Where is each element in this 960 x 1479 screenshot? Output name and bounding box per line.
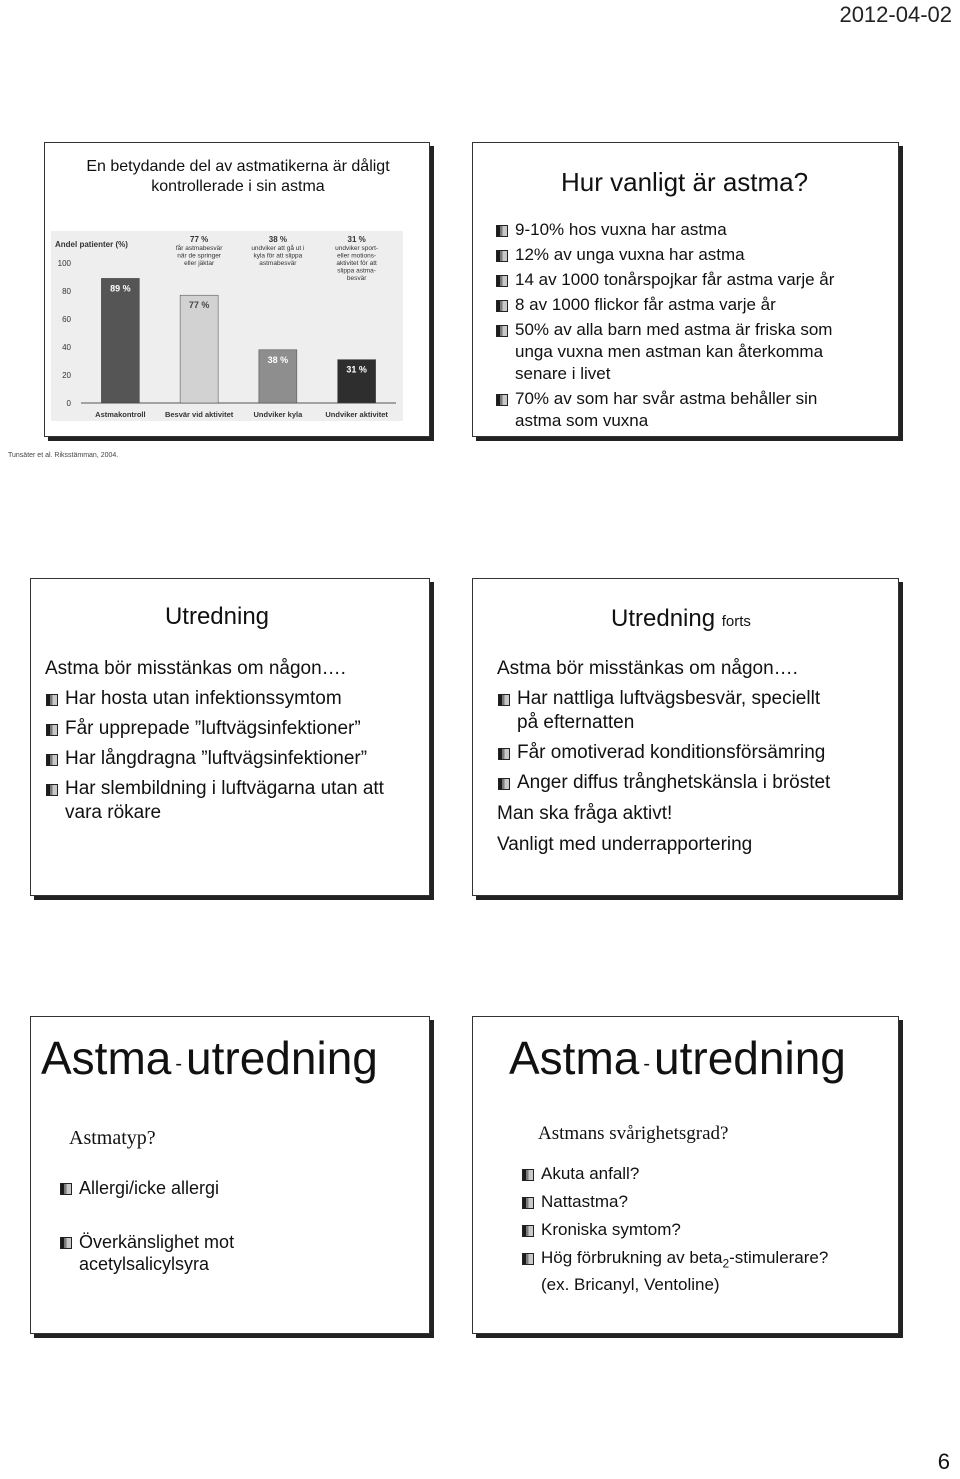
slide-title: Hur vanligt är astma? bbox=[561, 167, 809, 197]
y-tick-label: 20 bbox=[62, 371, 71, 380]
list-item: Akuta anfall? bbox=[521, 1163, 881, 1185]
slide-title: Astma -utredning bbox=[41, 1032, 378, 1084]
annotation-text: besvär bbox=[346, 275, 367, 282]
y-tick-label: 40 bbox=[62, 343, 71, 352]
list-item: Allergi/icke allergi bbox=[59, 1177, 399, 1199]
bullet-list bbox=[497, 687, 887, 795]
list-item: Hög förbrukning av beta$_2$-stimulerare? (ex. Bricanyl, Ventoline) bbox=[521, 1247, 881, 1296]
bullet-list bbox=[59, 1177, 399, 1307]
bullet-list bbox=[495, 219, 875, 435]
outro-text: Man ska fråga aktivt! bbox=[497, 803, 673, 824]
slide-title: En betydande del av astmatikerna är dåligt kontrollerade i sin astma bbox=[86, 158, 390, 195]
annotation-value: 31 % bbox=[347, 235, 366, 244]
annotation-text: slippa astma- bbox=[337, 267, 376, 275]
y-tick-label: 80 bbox=[62, 287, 71, 296]
bar bbox=[180, 295, 218, 403]
annotation-text: undviker sport- bbox=[335, 245, 379, 252]
list-item: 14 av 1000 tonårspojkar får astma varje år bbox=[495, 269, 875, 291]
list-item: 50% av alla barn med astma är friska som unga vuxna men astman kan återkomma senare i livet bbox=[495, 319, 875, 385]
slide-asthma-control bbox=[44, 142, 430, 437]
bar bbox=[101, 278, 139, 403]
asthma-control-bar-chart bbox=[51, 231, 403, 421]
annotation-value: 77 % bbox=[190, 235, 209, 244]
slide-utredning-forts bbox=[472, 578, 899, 896]
x-tick-label: Besvär vid aktivitet bbox=[164, 410, 234, 419]
annotation-text: när de springer bbox=[177, 252, 221, 260]
intro-text: Astma bör misstänkas om någon…. bbox=[45, 658, 346, 679]
handout-date: 2012-04-02 bbox=[839, 2, 952, 27]
outro-text: Vanligt med underrapportering bbox=[497, 834, 753, 855]
list-item: Har långdragna ”luftvägsinfektioner” bbox=[45, 747, 415, 771]
list-item: Har hosta utan infektionssymtom bbox=[45, 687, 415, 711]
x-tick-label: Undviker aktivitet bbox=[325, 410, 388, 419]
annotation-text: astmabesvär bbox=[259, 260, 297, 267]
slide-title: Utredning bbox=[164, 603, 270, 630]
slide-subtitle: Astmans svårighetsgrad? bbox=[538, 1123, 729, 1144]
slide-subtitle: Astmatyp? bbox=[69, 1127, 156, 1149]
bar-value-label: 31 % bbox=[346, 364, 367, 375]
page-number: 6 bbox=[937, 1449, 950, 1474]
annotation-text: eller motions- bbox=[337, 252, 377, 260]
x-tick-label: Astmakontroll bbox=[95, 410, 146, 419]
slide-body bbox=[497, 657, 887, 857]
annotation-value: 38 % bbox=[268, 235, 287, 244]
list-item: 12% av unga vuxna har astma bbox=[495, 244, 875, 266]
list-item: Har slembildning i luftvägarna utan att vara rökare bbox=[45, 777, 415, 825]
list-item: 70% av som har svår astma behåller sin astma som vuxna bbox=[495, 388, 875, 432]
bullet-list bbox=[521, 1163, 881, 1302]
list-item: 9-10% hos vuxna har astma bbox=[495, 219, 875, 241]
citation: Tunsäter et al. Riksstämman, 2004. bbox=[8, 452, 119, 459]
y-tick-label: 100 bbox=[57, 259, 71, 268]
slide-prevalence bbox=[472, 142, 899, 437]
list-item: Får omotiverad konditionsförsämring bbox=[497, 741, 887, 765]
bullet-list bbox=[45, 687, 415, 825]
bar-value-label: 89 % bbox=[110, 283, 131, 294]
y-axis-label: Andel patienter (%) bbox=[55, 240, 128, 249]
slide-astmatyp bbox=[30, 1016, 430, 1334]
list-item: Nattastma? bbox=[521, 1191, 881, 1213]
slide-utredning bbox=[30, 578, 430, 896]
list-item: Anger diffus trånghetskänsla i bröstet bbox=[497, 771, 887, 795]
slide-title: Utredning forts bbox=[611, 605, 751, 632]
bar-value-label: 38 % bbox=[267, 354, 289, 365]
bar-value-label: 77 % bbox=[188, 300, 210, 311]
list-item: Får upprepade ”luftvägsinfektioner” bbox=[45, 717, 415, 741]
x-tick-label: Undviker kyla bbox=[253, 410, 303, 419]
annotation-text: eller jäktar bbox=[184, 260, 215, 267]
slide-body bbox=[45, 657, 415, 825]
annotation-text: undviker att gå ut i bbox=[251, 245, 305, 252]
list-item: Har nattliga luftvägsbesvär, speciellt på efternatten bbox=[497, 687, 887, 735]
y-tick-label: 0 bbox=[66, 399, 71, 408]
slide-title: Astma -utredning bbox=[509, 1032, 846, 1084]
list-item: 8 av 1000 flickor får astma varje år bbox=[495, 294, 875, 316]
intro-text: Astma bör misstänkas om någon…. bbox=[497, 658, 798, 679]
title-suffix: forts bbox=[721, 613, 751, 630]
y-tick-label: 60 bbox=[62, 315, 71, 324]
list-item: Kroniska symtom? bbox=[521, 1219, 881, 1241]
slide-svarighetsgrad bbox=[472, 1016, 899, 1334]
annotation-text: får astmabesvär bbox=[175, 245, 223, 252]
annotation-text: kyla för att slippa bbox=[253, 252, 303, 260]
annotation-text: aktivitet för att bbox=[336, 260, 377, 267]
list-item: Överkänslighet mot acetylsalicylsyra bbox=[59, 1231, 399, 1275]
